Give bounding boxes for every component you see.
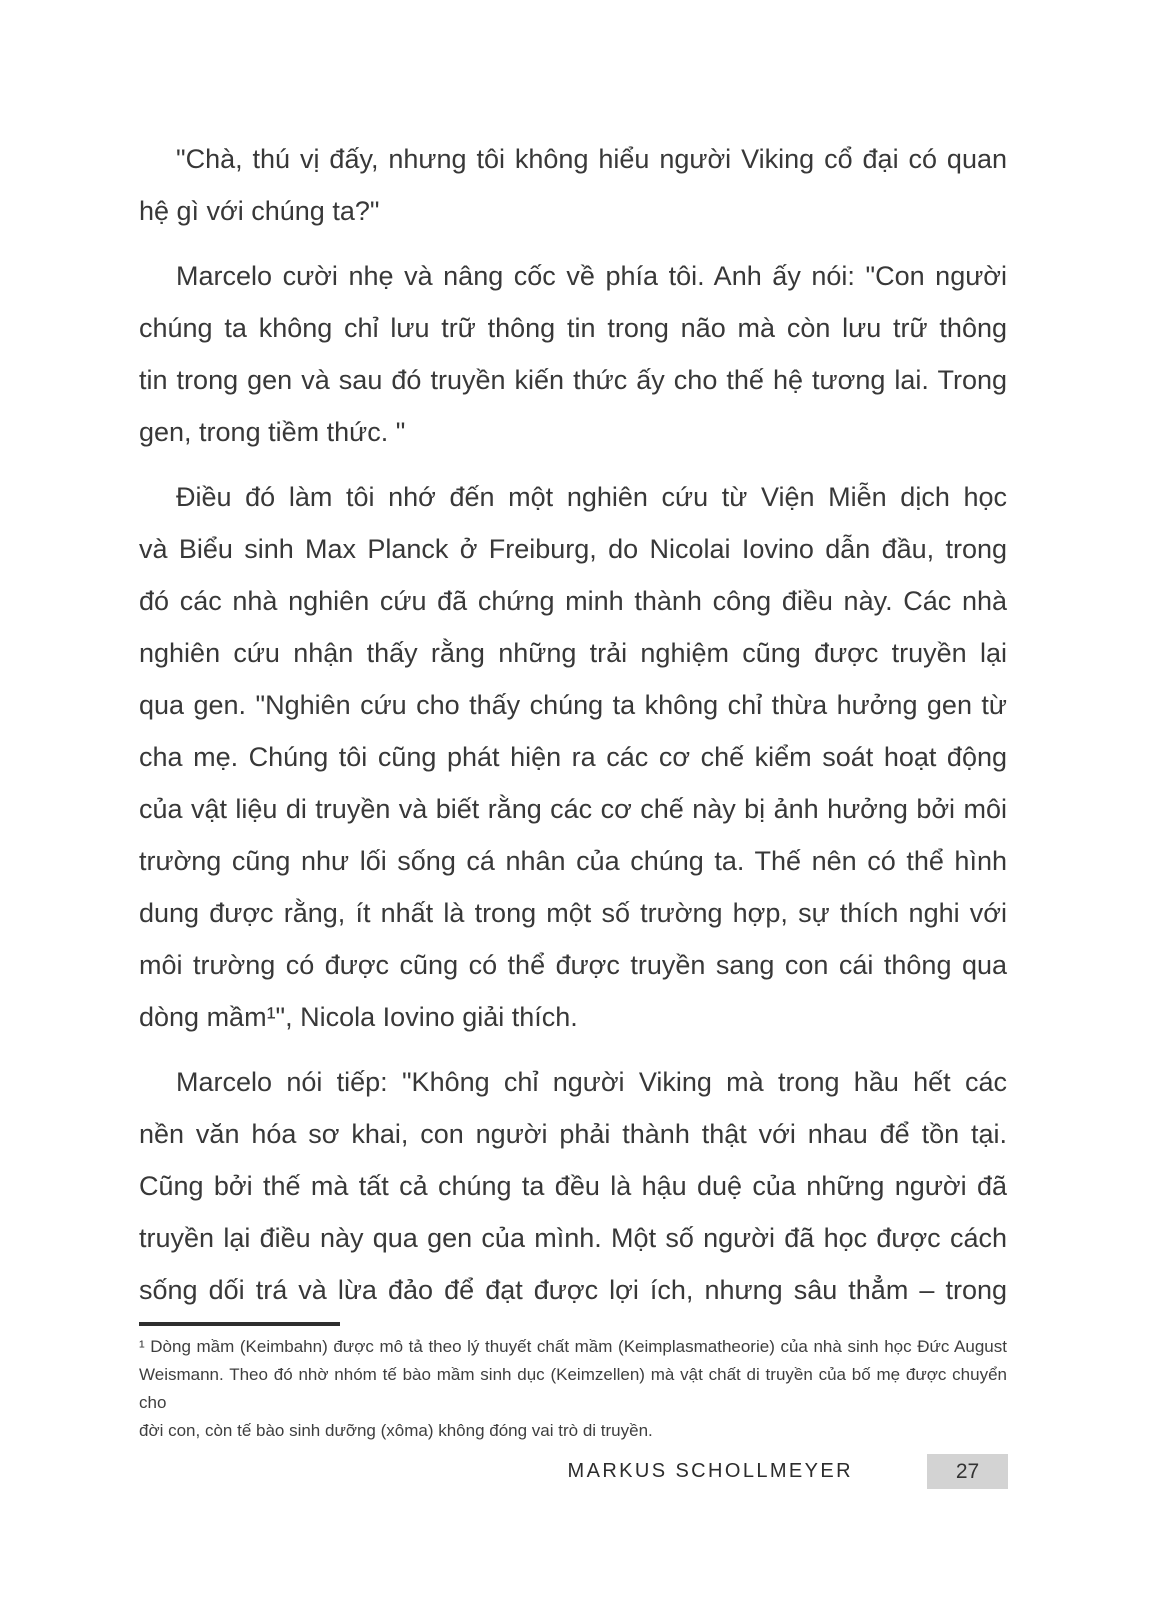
text-line: trường cũng như lối sống cá nhân của chúng ta. Thế nên có thể hình [139,846,1007,876]
running-footer [139,1454,1008,1489]
footnote [139,1333,1007,1445]
footnote-line: đời con, còn tế bào sinh dưỡng (xôma) không đóng vai trò di truyền. [139,1421,653,1440]
text-line: Marcelo cười nhẹ và nâng cốc về phía tôi. Anh ấy nói: "Con người [176,261,1007,291]
running-footer-author: MARKUS SCHOLLMEYER [567,1460,853,1482]
text-line: Điều đó làm tôi nhớ đến một nghiên cứu từ Viện Miễn dịch học [176,482,1007,512]
text-line: gen, trong tiềm thức. " [139,417,406,447]
text-line: dung được rằng, ít nhất là trong một số trường hợp, sự thích nghi với [139,898,1007,928]
text-line: môi trường có được cũng có thể được truyền sang con cái thông qua [139,950,1007,980]
body-text [139,133,1007,1329]
footnote-line: ¹ Dòng mầm (Keimbahn) được mô tả theo lý thuyết chất mầm (Keimplasmatheorie) của nhà sinh học Đức August [139,1337,1007,1356]
text-line: đó các nhà nghiên cứu đã chứng minh thành công điều này. Các nhà [139,586,1007,616]
text-line: "Chà, thú vị đấy, nhưng tôi không hiểu người Viking cổ đại có quan [176,144,1007,174]
paragraph [139,471,1007,1043]
text-line: nghiên cứu nhận thấy rằng những trải nghiệm cũng được truyền lại [139,638,1007,668]
text-line: truyền lại điều này qua gen của mình. Một số người đã học được cách [139,1223,1007,1253]
text-line: Marcelo nói tiếp: "Không chỉ người Viking mà trong hầu hết các [176,1067,1007,1097]
text-line: Cũng bởi thế mà tất cả chúng ta đều là hậu duệ của những người đã [139,1171,1007,1201]
footnote-divider [139,1322,340,1326]
text-line: nền văn hóa sơ khai, con người phải thành thật với nhau để tồn tại. [139,1119,1007,1149]
text-line: cha mẹ. Chúng tôi cũng phát hiện ra các cơ chế kiểm soát hoạt động [139,742,1007,772]
text-line: chúng ta không chỉ lưu trữ thông tin trong não mà còn lưu trữ thông [139,313,1007,343]
text-line: của vật liệu di truyền và biết rằng các cơ chế này bị ảnh hưởng bởi môi [139,794,1007,824]
text-line: và Biểu sinh Max Planck ở Freiburg, do Nicolai Iovino dẫn đầu, trong [139,534,1007,564]
paragraph [139,250,1007,458]
paragraph [139,133,1007,237]
page-number-badge: 27 [927,1454,1008,1489]
paragraph [139,1056,1007,1316]
text-line: hệ gì với chúng ta?" [139,196,380,226]
text-line: sống dối trá và lừa đảo để đạt được lợi ích, nhưng sâu thẳm – trong [139,1275,1007,1305]
text-line: qua gen. "Nghiên cứu cho thấy chúng ta không chỉ thừa hưởng gen từ [139,690,1007,720]
text-line: dòng mầm¹", Nicola Iovino giải thích. [139,1002,578,1032]
footnote-line: Weismann. Theo đó nhờ nhóm tế bào mầm sinh dục (Keimzellen) mà vật chất di truyền của bố mẹ được chuyển cho [139,1365,1007,1412]
text-line: tin trong gen và sau đó truyền kiến thức ấy cho thế hệ tương lai. Trong [139,365,1007,395]
